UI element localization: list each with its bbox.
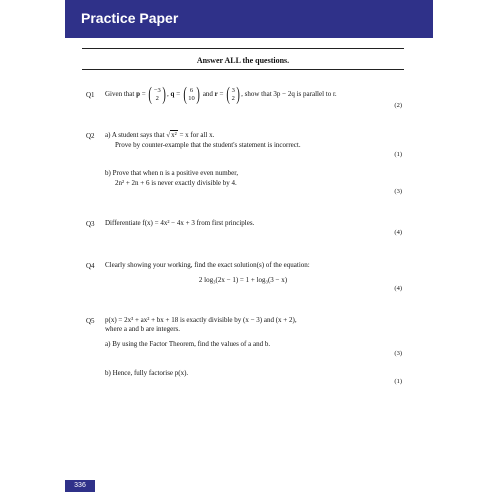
q-label: q — [170, 90, 175, 99]
q2a-label: a) — [105, 131, 111, 139]
sqrt-icon: √x² — [166, 131, 177, 139]
vector-p: ( −3 2 ) — [148, 84, 166, 105]
q1-number: Q1 — [86, 91, 95, 99]
page-title: Practice Paper — [81, 10, 179, 26]
vector-r: ( 3 2 ) — [226, 84, 240, 105]
q5-line1: p(x) = 2x³ + ax² + bx + 18 is exactly divisible by (x − 3) and (x + 2), — [105, 316, 297, 324]
q1-text-end: , show that 3p − 2q is parallel to r. — [241, 90, 337, 99]
q2a-line1-post: = x for all x. — [177, 131, 215, 139]
q5-line2: where a and b are integers. — [105, 325, 181, 333]
q3-text: Differentiate f(x) = 4x² − 4x + 3 from first principles. — [105, 219, 255, 227]
q2-number: Q2 — [86, 132, 95, 140]
q2b-marks: (3) — [394, 188, 402, 195]
p-bottom: 2 — [155, 94, 159, 102]
q5a-text: a) By using the Factor Theorem, find the values of a and b. — [105, 340, 271, 348]
instruction-rule — [82, 69, 404, 70]
page-number-box — [65, 480, 95, 492]
p-label: p — [136, 90, 141, 99]
q5a-marks: (3) — [394, 350, 402, 357]
r-top: 3 — [231, 86, 235, 94]
q5b-text: b) Hence, fully factorise p(x). — [105, 369, 189, 377]
q4-marks: (4) — [394, 285, 402, 292]
vector-q: ( 6 10 ) — [183, 84, 200, 105]
q2b-line1-text: Prove that when n is a positive even number, — [112, 169, 239, 177]
header-banner — [65, 0, 433, 38]
q4-number: Q4 — [86, 262, 95, 270]
instructions: Answer ALL the questions. — [196, 56, 290, 65]
q2a-line2: Prove by counter-example that the student's statement is incorrect. — [115, 141, 301, 149]
q3-number: Q3 — [86, 220, 95, 228]
q2b-line2: 2n² + 2n + 6 is never exactly divisible by 4. — [115, 179, 237, 187]
q1-text: Given that p = ( −3 2 ) , q = ( 6 10 ) and r = ( 3 2 ) , show that 3p − 2q is parallel to r. — [105, 84, 337, 105]
q2a-line1-pre: A student says that — [111, 131, 167, 139]
top-rule — [82, 48, 404, 49]
q2a-marks: (1) — [394, 151, 402, 158]
p-top: −3 — [153, 86, 161, 94]
page-number: 336 — [74, 482, 86, 489]
q1-text-start: Given that — [105, 90, 137, 99]
q4-equation: 2 log₃(2x − 1) = 1 + log₃(3 − x) — [198, 276, 288, 284]
r-bottom: 2 — [231, 94, 235, 102]
q1-marks: (2) — [394, 102, 402, 109]
q2a-line1 — [105, 131, 214, 140]
q3-marks: (4) — [394, 229, 402, 236]
q2b-line1 — [105, 169, 238, 178]
q2b-label: b) — [105, 169, 111, 177]
r-label: r — [214, 90, 218, 99]
q5b-marks: (1) — [394, 378, 402, 385]
q5-number: Q5 — [86, 317, 95, 325]
q-top: 6 — [189, 86, 194, 94]
q-bottom: 10 — [188, 94, 195, 102]
q1-and: and — [202, 90, 213, 99]
q4-text: Clearly showing your working, find the exact solution(s) of the equation: — [105, 261, 310, 269]
